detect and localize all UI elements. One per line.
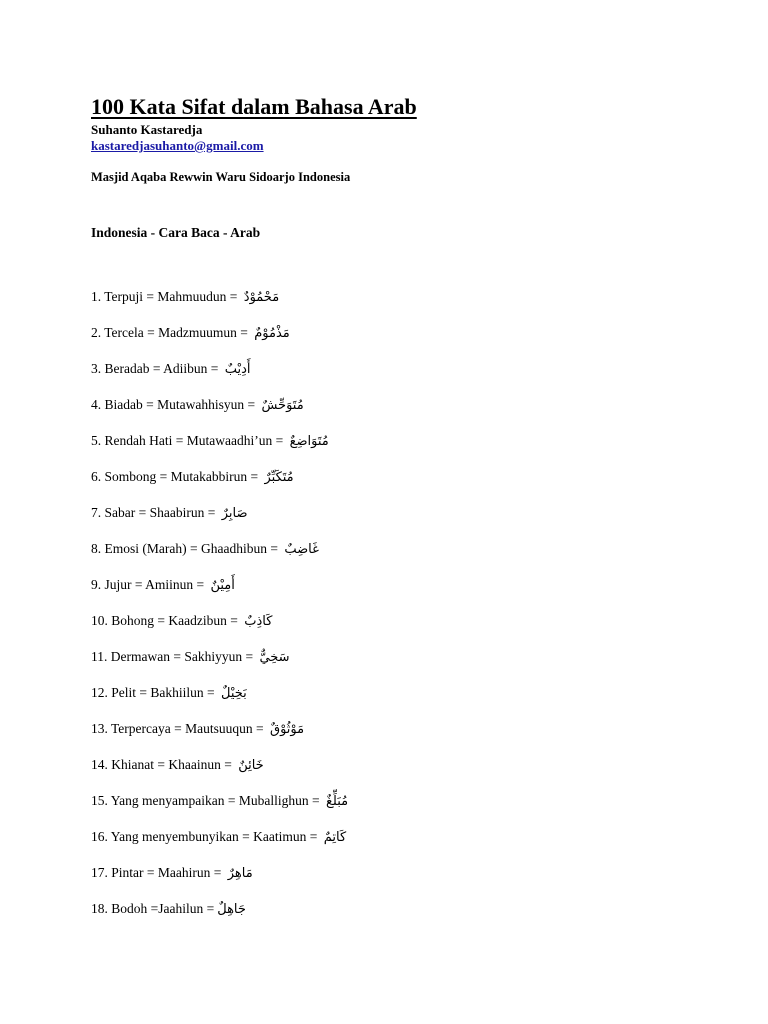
arabic-word: غَاضِبٌ: [284, 542, 319, 557]
entry-text: 17. Pintar = Maahirun =: [91, 865, 225, 880]
entry-text: 12. Pelit = Bakhiilun =: [91, 685, 218, 700]
arabic-word: مَذْمُوْمٌ: [254, 326, 290, 341]
entry-text: 7. Sabar = Shaabirun =: [91, 505, 219, 520]
list-item: [91, 719, 348, 755]
arabic-word: مُتَوَاضِعٌ: [289, 434, 329, 449]
entry-text: 18. Bodoh =Jaahilun =: [91, 901, 215, 916]
entry-text: 10. Bohong = Kaadzibun =: [91, 613, 242, 628]
columns-header: Indonesia - Cara Baca - Arab: [91, 225, 261, 240]
arabic-word: مَاهِرٌ: [227, 866, 253, 881]
arabic-word: مُتَوَحِّشٌ: [261, 398, 304, 413]
list-item: [91, 359, 348, 395]
list-item: [91, 863, 348, 899]
list-item: [91, 395, 348, 431]
arabic-word: خَائِنٌ: [238, 758, 264, 773]
arabic-word: سَخِيٌّ: [259, 650, 290, 665]
list-item: [91, 683, 348, 719]
entry-text: 16. Yang menyembunyikan = Kaatimun =: [91, 829, 321, 844]
entry-text: 2. Tercela = Madzmuumun =: [91, 325, 252, 340]
arabic-word: مَحْمُوْدٌ: [243, 290, 280, 305]
arabic-word: أَدِيْبٌ: [224, 362, 251, 377]
entry-text: 6. Sombong = Mutakabbirun =: [91, 469, 262, 484]
list-item: [91, 827, 348, 863]
list-item: [91, 539, 348, 575]
list-item: [91, 323, 348, 359]
list-item: [91, 647, 348, 683]
list-item: [91, 467, 348, 503]
arabic-word: مَوْثُوْقٌ: [270, 722, 305, 737]
arabic-word: صَابِرٌ: [221, 506, 248, 521]
list-item: [91, 791, 348, 827]
arabic-word: كَاتِمٌ: [323, 830, 347, 845]
list-item: [91, 431, 348, 467]
document-title: 100 Kata Sifat dalam Bahasa Arab: [91, 94, 417, 119]
arabic-word: مُبَلِّغٌ: [325, 794, 349, 809]
list-item: [91, 755, 348, 791]
arabic-word: بَخِيْلٌ: [220, 686, 247, 701]
location-text: Masjid Aqaba Rewwin Waru Sidoarjo Indonesia: [91, 170, 351, 184]
arabic-word: جَاهِلٌ: [217, 902, 246, 917]
entry-text: 8. Emosi (Marah) = Ghaadhibun =: [91, 541, 282, 556]
list-item: [91, 611, 348, 647]
entry-text: 9. Jujur = Amiinun =: [91, 577, 208, 592]
list-item: [91, 899, 348, 935]
list-item: [91, 287, 348, 323]
entry-text: 11. Dermawan = Sakhiyyun =: [91, 649, 257, 664]
entry-text: 3. Beradab = Adiibun =: [91, 361, 222, 376]
arabic-word: أَمِيْنٌ: [210, 578, 235, 593]
entry-text: 15. Yang menyampaikan = Muballighun =: [91, 793, 323, 808]
author-name: Suhanto Kastaredja: [91, 122, 203, 137]
vocabulary-list: [91, 287, 348, 935]
arabic-word: كَاذِبٌ: [244, 614, 273, 629]
entry-text: 5. Rendah Hati = Mutawaadhi’un =: [91, 433, 287, 448]
author-email-link[interactable]: kastaredjasuhanto@gmail.com: [91, 138, 264, 153]
entry-text: 4. Biadab = Mutawahhisyun =: [91, 397, 259, 412]
entry-text: 13. Terpercaya = Mautsuuqun =: [91, 721, 267, 736]
list-item: [91, 575, 348, 611]
list-item: [91, 503, 348, 539]
entry-text: 14. Khianat = Khaainun =: [91, 757, 236, 772]
entry-text: 1. Terpuji = Mahmuudun =: [91, 289, 241, 304]
arabic-word: مُتَكَبِّرٌ: [264, 470, 294, 485]
document-header: [91, 94, 728, 241]
